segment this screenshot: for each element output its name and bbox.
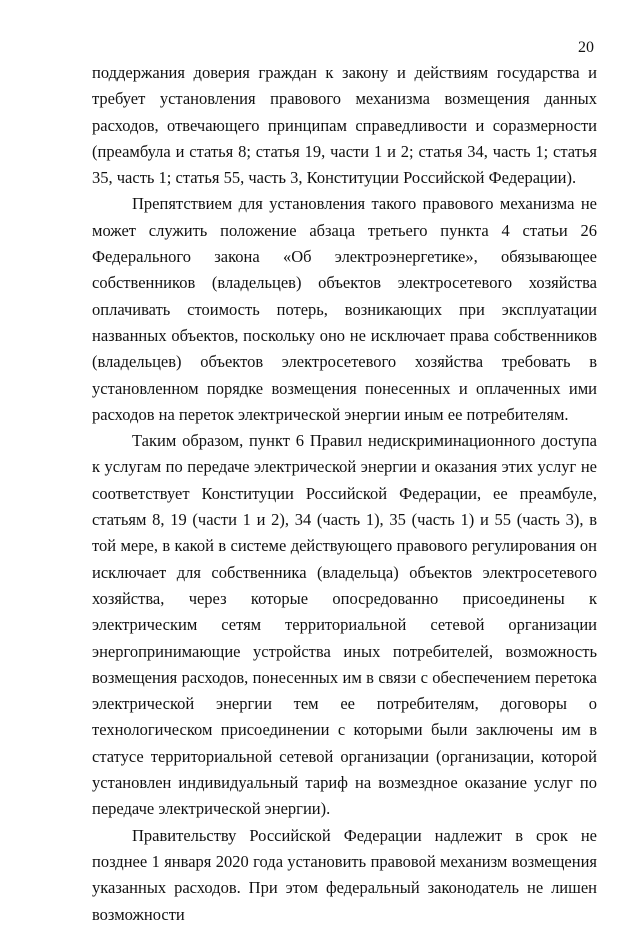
- document-body: [92, 60, 597, 928]
- paragraph-government-obligation: Правительству Российской Федерации надлежит в срок не позднее 1 января 2020 года установить правовой механизм возмещения указанных расходов. При этом федеральный законодатель не лишен возможности: [92, 825, 597, 924]
- paragraph-obstacle: Препятствием для установления такого правового механизма не может служить положение абзаца третьего пункта 4 статьи 26 Федерального закона «Об электроэнергетике», обязывающее собственников (владельцев) объектов электросетевого хозяйства оплачивать стоимость потерь, возникающих при эксплуатации названных объектов, поскольку оно не исключает права собственников (владельцев) объектов электросетевого хозяйства требовать в установленном порядке возмещения понесенных и оплаченных ими расходов на переток электрической энергии иным ее потребителям.: [92, 194, 597, 424]
- page-number: 20: [578, 39, 594, 56]
- paragraph-continuation: поддержания доверия граждан к закону и действиям государства и требует установления правового механизма возмещения данных расходов, отвечающего принципам справедливости и соразмерности (преамбула и статья 8; статья 19, части 1 и 2; статья 34, часть 1; статья 35, часть 1; статья 55, часть 3, Конституции Российской Федерации).: [92, 63, 597, 188]
- paragraph-conclusion: Таким образом, пункт 6 Правил недискриминационного доступа к услугам по передаче электрической энергии и оказания этих услуг не соответствует Конституции Российской Федерации, ее преамбуле, статьям 8, 19 (части 1 и 2), 34 (часть 1), 35 (часть 1) и 55 (часть 3), в той мере, в какой в системе действующего правового регулирования он исключает для собственника (владельца) объектов электросетевого хозяйства, через которые опосредованно присоединены к электрическим сетям территориальной сетевой организации энергопринимающие устройства иных потребителей, возможность возмещения расходов, понесенных им в связи с обеспечением перетока электрической энергии тем ее потребителям, договоры о технологическом присоединении с которыми были заключены им в статусе территориальной сетевой организации (организации, которой установлен индивидуальный тариф на возмездное оказание услуг по передаче электрической энергии).: [92, 431, 597, 819]
